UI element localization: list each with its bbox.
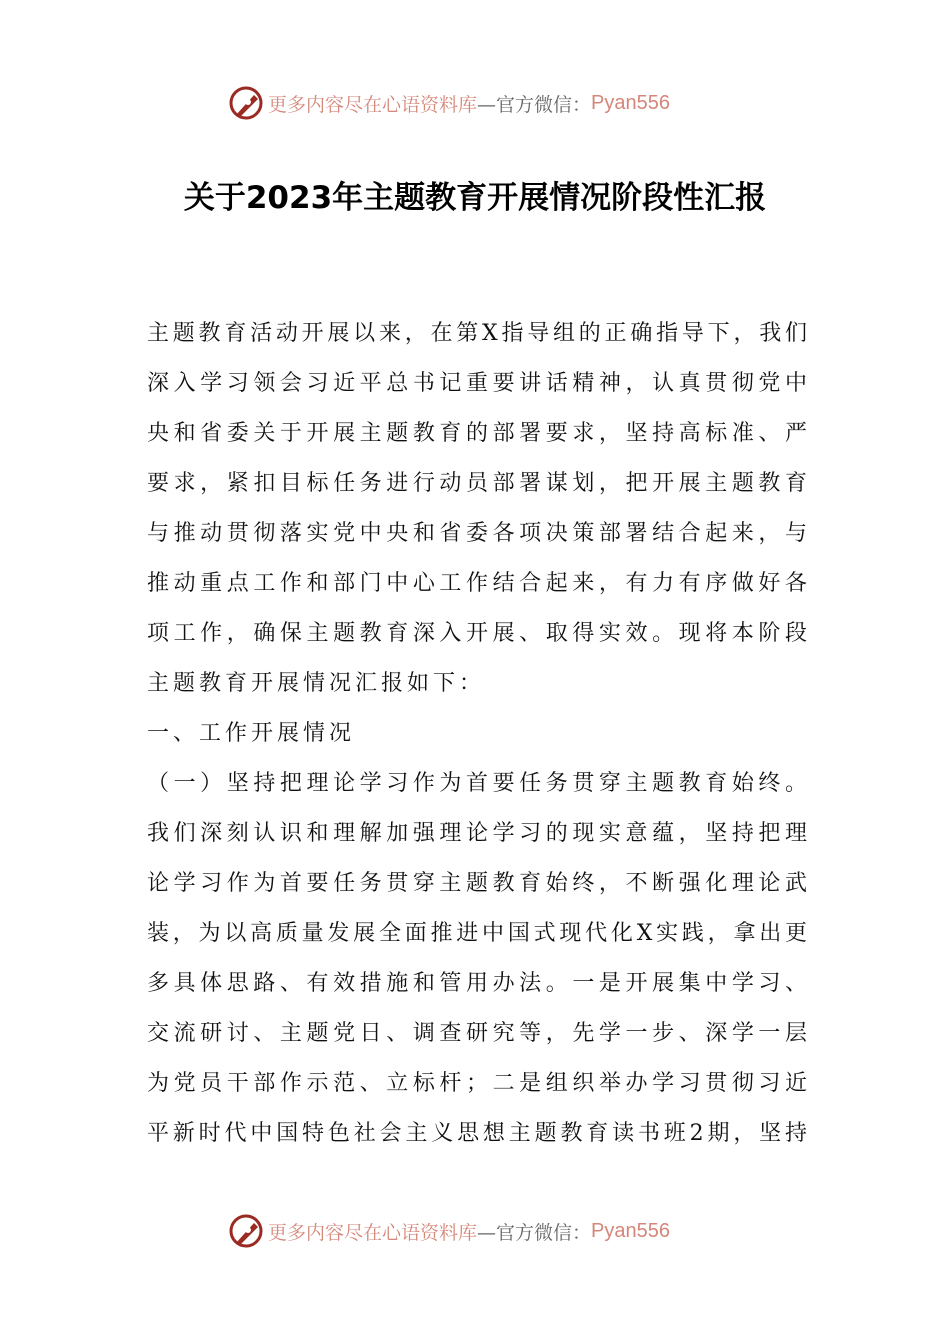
pen-logo-icon — [228, 85, 264, 121]
text-line: 深入学习领会习近平总书记重要讲话精神，认真贯彻党中 — [147, 371, 807, 396]
document-title: 关于2023年主题教育开展情况阶段性汇报 — [183, 180, 767, 216]
text-line: 项工作，确保主题教育深入开展、取得实效。现将本阶段 — [147, 621, 807, 646]
text-line: 央和省委关于开展主题教育的部署要求，坚持高标准、严 — [147, 421, 807, 446]
text-line: 为党员干部作示范、立标杆；二是组织举办学习贯彻习近 — [147, 1071, 807, 1096]
document-body — [147, 312, 807, 1162]
text-line: （一）坚持把理论学习作为首要任务贯穿主题教育始终。 — [147, 771, 807, 796]
watermark-official: —官方微信： — [477, 1221, 592, 1244]
text-line: 要求，紧扣目标任务进行动员部署谋划，把开展主题教育 — [147, 471, 807, 496]
watermark-wechat-id: Pyan556 — [591, 91, 670, 114]
text-line: 一、工作开展情况 — [147, 721, 356, 746]
text-line: 推动重点工作和部门中心工作结合起来，有力有序做好各 — [147, 571, 807, 596]
watermark-official: —官方微信： — [477, 93, 592, 116]
watermark-header — [228, 83, 670, 123]
text-line: 主题教育活动开展以来，在第X指导组的正确指导下，我们 — [147, 321, 807, 346]
text-line: 论学习作为首要任务贯穿主题教育始终，不断强化理论武 — [147, 871, 807, 896]
watermark-text: 更多内容尽在心语资料库 — [268, 1221, 478, 1244]
watermark-text: 更多内容尽在心语资料库 — [268, 93, 478, 116]
pen-logo-icon — [228, 1213, 264, 1249]
text-line: 主题教育开展情况汇报如下： — [147, 671, 486, 696]
text-line: 与推动贯彻落实党中央和省委各项决策部署结合起来，与 — [147, 521, 807, 546]
text-line: 装，为以高质量发展全面推进中国式现代化X实践，拿出更 — [147, 921, 807, 946]
text-line: 我们深刻认识和理解加强理论学习的现实意蕴，坚持把理 — [147, 821, 807, 846]
text-line: 多具体思路、有效措施和管用办法。一是开展集中学习、 — [147, 971, 807, 996]
text-line: 平新时代中国特色社会主义思想主题教育读书班2期，坚持 — [147, 1121, 807, 1146]
watermark-footer — [228, 1211, 670, 1251]
text-line: 交流研讨、主题党日、调查研究等，先学一步、深学一层 — [147, 1021, 807, 1046]
watermark-wechat-id: Pyan556 — [591, 1219, 670, 1242]
